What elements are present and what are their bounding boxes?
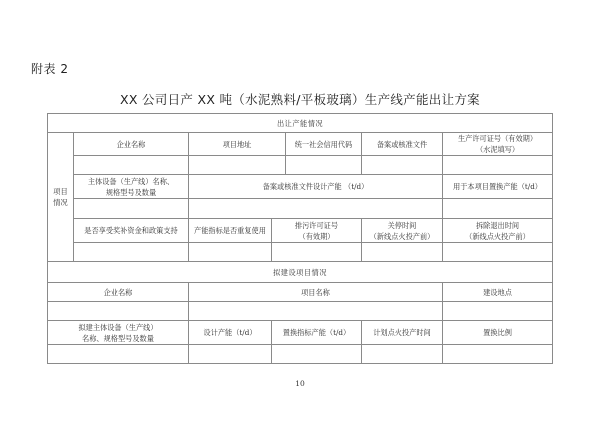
cell-enterprise-name[interactable]	[74, 156, 189, 175]
header-credit-code: 统一社会信用代码	[286, 133, 362, 156]
cell-planned-ignition-time[interactable]	[362, 345, 443, 364]
header-filing-document: 备案或核准文件	[362, 133, 443, 156]
header-construction-site: 建设地点	[443, 283, 553, 302]
cell-production-license[interactable]	[443, 156, 553, 175]
header-main-equipment: 主体设备（生产线）名称、 规格型号及数量	[74, 175, 189, 199]
cell-construction-site[interactable]	[443, 302, 553, 321]
appendix-label: 附表 2	[31, 62, 69, 76]
cell-main-equipment[interactable]	[74, 199, 189, 219]
header-production-license: 生产许可证号（有效期） （水泥填写）	[443, 133, 553, 156]
project-info-side-label: 项目 情况	[48, 133, 74, 262]
cell-subsidy-support[interactable]	[74, 243, 189, 262]
section-heading-new-project: 拟建设项目情况	[48, 262, 553, 283]
header-discharge-permit: 排污许可证号 （有效期）	[272, 219, 362, 243]
page-number: 10	[295, 379, 305, 388]
cell-filing-document[interactable]	[362, 156, 443, 175]
cell-credit-code[interactable]	[286, 156, 362, 175]
cell-demolition-time[interactable]	[443, 243, 553, 262]
header-project-address: 项目地址	[189, 133, 286, 156]
header-shutdown-time: 关停时间 （新线点火投产前）	[362, 219, 443, 243]
header-planned-ignition-time: 计划点火投产时间	[362, 321, 443, 345]
header-new-main-equipment: 拟建主体设备（生产线） 名称、规格型号及数量	[48, 321, 189, 345]
header-new-design-capacity: 设计产能（t/d）	[189, 321, 272, 345]
cell-replacement-ratio[interactable]	[443, 345, 553, 364]
cell-new-project-name[interactable]	[189, 302, 443, 321]
header-design-capacity: 备案或核准文件设计产能 （t/d）	[189, 175, 443, 199]
document-title: XX 公司日产 XX 吨（水泥熟料/平板玻璃）生产线产能出让方案	[120, 92, 480, 107]
header-subsidy-support: 是否享受奖补资金和政策支持	[74, 219, 189, 243]
cell-replacement-capacity[interactable]	[443, 199, 553, 219]
cell-replacement-index-capacity[interactable]	[272, 345, 362, 364]
header-replacement-index-capacity: 置换指标产能（t/d）	[272, 321, 362, 345]
capacity-transfer-table	[47, 113, 553, 364]
cell-project-address[interactable]	[189, 156, 286, 175]
cell-new-design-capacity[interactable]	[189, 345, 272, 364]
header-new-enterprise-name: 企业名称	[48, 283, 189, 302]
header-replacement-capacity: 用于本项目置换产能（t/d）	[443, 175, 553, 199]
section-heading-transfer: 出让产能情况	[48, 114, 553, 133]
header-demolition-time: 拆除退出时间 （新线点火投产前）	[443, 219, 553, 243]
header-capacity-reuse: 产能指标是否重复使用	[189, 219, 272, 243]
header-new-project-name: 项目名称	[189, 283, 443, 302]
cell-new-enterprise-name[interactable]	[48, 302, 189, 321]
cell-new-main-equipment[interactable]	[48, 345, 189, 364]
cell-capacity-reuse[interactable]	[189, 243, 272, 262]
header-replacement-ratio: 置换比例	[443, 321, 553, 345]
cell-design-capacity[interactable]	[189, 199, 443, 219]
header-enterprise-name: 企业名称	[74, 133, 189, 156]
cell-shutdown-time[interactable]	[362, 243, 443, 262]
cell-discharge-permit[interactable]	[272, 243, 362, 262]
